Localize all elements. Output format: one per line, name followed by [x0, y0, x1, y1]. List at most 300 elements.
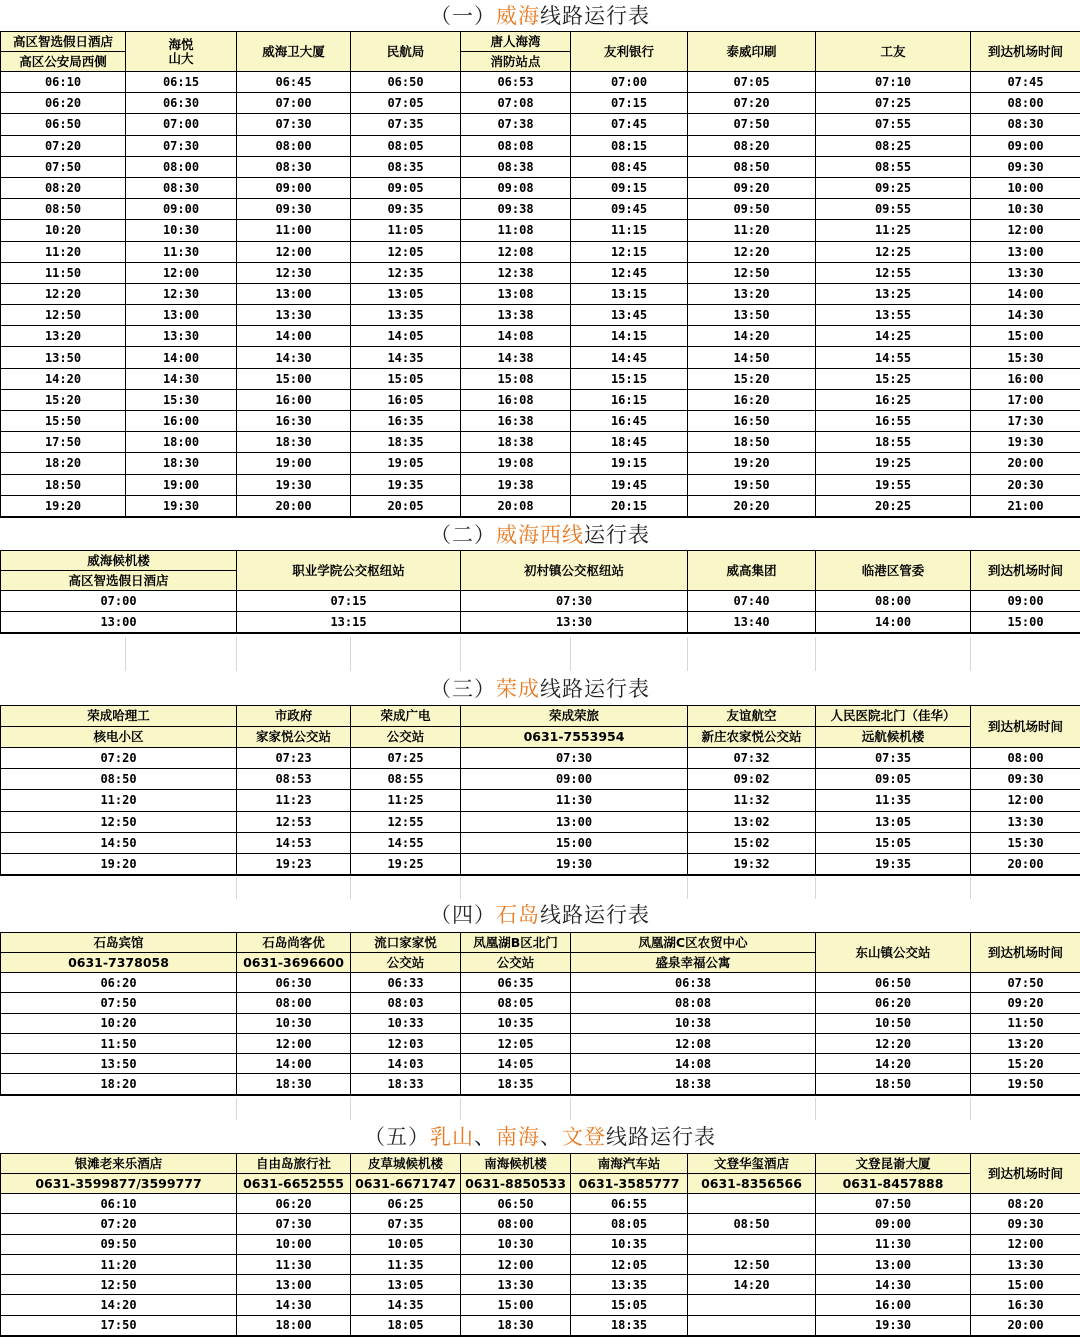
time-cell: 07:05 — [688, 72, 816, 93]
time-cell: 21:00 — [971, 495, 1080, 517]
time-cell: 14:35 — [351, 347, 461, 368]
time-cell: 11:20 — [1, 1254, 237, 1274]
time-cell: 20:00 — [971, 853, 1080, 875]
column-subheader: 核电小区 — [1, 727, 237, 748]
column-header: 友利银行 — [571, 32, 688, 72]
time-cell: 11:00 — [237, 220, 351, 241]
time-cell: 16:35 — [351, 411, 461, 432]
time-cell: 11:32 — [688, 790, 816, 811]
column-header: 凤凰湖B区北门 — [461, 933, 571, 953]
time-cell: 16:08 — [461, 389, 571, 410]
time-cell: 06:30 — [126, 93, 237, 114]
column-header: 流口家家悦 — [351, 933, 461, 953]
time-cell: 19:08 — [461, 453, 571, 474]
time-cell: 16:00 — [237, 389, 351, 410]
time-cell: 18:30 — [237, 1074, 351, 1095]
time-cell: 09:30 — [971, 1214, 1080, 1234]
time-cell: 08:20 — [688, 135, 816, 156]
time-cell: 14:45 — [571, 347, 688, 368]
time-cell: 09:02 — [688, 769, 816, 790]
time-cell: 08:50 — [1, 769, 237, 790]
time-cell: 19:32 — [688, 853, 816, 875]
time-cell: 19:00 — [237, 453, 351, 474]
column-header: 南海汽车站 — [571, 1154, 688, 1174]
time-cell: 19:35 — [816, 853, 971, 875]
time-cell: 08:45 — [571, 156, 688, 177]
column-subheader: 0631-3599877/3599777 — [1, 1174, 237, 1194]
time-cell: 15:00 — [971, 1275, 1080, 1295]
time-cell: 13:55 — [816, 305, 971, 326]
column-header: 唐人海湾 — [461, 32, 571, 52]
column-subheader: 0631-8850533 — [461, 1174, 571, 1194]
table-row — [1, 1275, 1080, 1295]
time-cell: 09:45 — [571, 199, 688, 220]
time-cell: 07:50 — [816, 1194, 971, 1214]
time-cell: 11:25 — [351, 790, 461, 811]
column-subheader: 高区公安局西侧 — [1, 52, 126, 72]
column-header: 临港区管委 — [816, 551, 971, 591]
column-header: 初村镇公交枢纽站 — [461, 551, 688, 591]
time-cell: 12:03 — [351, 1033, 461, 1053]
time-cell: 17:50 — [1, 432, 126, 453]
time-cell: 13:30 — [461, 1275, 571, 1295]
time-cell: 18:00 — [126, 432, 237, 453]
spacer-row — [0, 1098, 1080, 1120]
time-cell: 08:30 — [237, 156, 351, 177]
time-cell: 13:20 — [1, 326, 126, 347]
time-cell: 12:50 — [1, 1275, 237, 1295]
time-cell: 07:32 — [688, 748, 816, 769]
time-cell: 13:30 — [237, 305, 351, 326]
time-cell: 09:30 — [237, 199, 351, 220]
time-cell: 17:50 — [1, 1315, 237, 1336]
time-cell: 07:00 — [571, 72, 688, 93]
table-row — [1, 1234, 1080, 1254]
time-cell: 20:08 — [461, 495, 571, 517]
time-cell: 09:30 — [971, 769, 1080, 790]
time-cell: 16:50 — [688, 411, 816, 432]
table-row — [1, 326, 1080, 347]
time-cell: 07:25 — [816, 93, 971, 114]
time-cell: 13:30 — [971, 811, 1080, 832]
time-cell: 18:20 — [1, 1074, 237, 1095]
time-cell: 11:35 — [816, 790, 971, 811]
time-cell: 13:00 — [237, 1275, 351, 1295]
time-cell: 11:30 — [126, 241, 237, 262]
table-row — [1, 199, 1080, 220]
time-cell: 14:00 — [237, 1054, 351, 1074]
time-cell: 14:08 — [571, 1054, 816, 1074]
table-row — [1, 114, 1080, 135]
time-cell: 17:30 — [971, 411, 1080, 432]
time-cell: 09:08 — [461, 177, 571, 198]
time-cell: 07:25 — [351, 748, 461, 769]
time-cell: 13:00 — [461, 811, 688, 832]
time-cell: 20:15 — [571, 495, 688, 517]
table-row — [1, 411, 1080, 432]
time-cell: 14:30 — [971, 305, 1080, 326]
time-cell: 13:00 — [971, 241, 1080, 262]
time-cell: 11:50 — [1, 262, 126, 283]
time-cell: 07:35 — [816, 748, 971, 769]
time-cell: 13:05 — [816, 811, 971, 832]
time-cell: 09:00 — [971, 591, 1080, 612]
time-cell: 09:15 — [571, 177, 688, 198]
time-cell: 19:30 — [237, 474, 351, 495]
time-cell: 19:38 — [461, 474, 571, 495]
time-cell: 16:38 — [461, 411, 571, 432]
title-rongcheng: （三）荣成线路运行表 — [430, 677, 650, 701]
time-cell: 08:30 — [126, 177, 237, 198]
time-cell: 12:20 — [688, 241, 816, 262]
time-cell: 12:08 — [571, 1033, 816, 1053]
table-row — [1, 262, 1080, 283]
column-subheader: 0631-7378058 — [1, 953, 237, 973]
time-cell: 15:00 — [461, 832, 688, 853]
time-cell: 06:35 — [461, 973, 571, 993]
time-cell: 19:30 — [461, 853, 688, 875]
time-cell: 18:50 — [816, 1074, 971, 1095]
table-row — [1, 432, 1080, 453]
time-cell: 10:38 — [571, 1013, 816, 1033]
time-cell: 12:50 — [1, 305, 126, 326]
table-row — [1, 93, 1080, 114]
time-cell: 08:03 — [351, 993, 461, 1013]
weihai-schedule-table — [0, 31, 1080, 518]
time-cell: 18:50 — [688, 432, 816, 453]
time-cell: 14:20 — [816, 1054, 971, 1074]
table-row — [1, 1194, 1080, 1214]
time-cell: 19:05 — [351, 453, 461, 474]
time-cell: 09:00 — [126, 199, 237, 220]
time-cell: 19:23 — [237, 853, 351, 875]
time-cell: 08:00 — [237, 993, 351, 1013]
time-cell: 19:20 — [1, 495, 126, 517]
time-cell: 11:35 — [351, 1254, 461, 1274]
time-cell: 08:20 — [1, 177, 126, 198]
time-cell: 15:20 — [971, 1054, 1080, 1074]
time-cell: 14:03 — [351, 1054, 461, 1074]
time-cell: 13:00 — [126, 305, 237, 326]
time-cell: 12:00 — [971, 1234, 1080, 1254]
time-cell: 14:55 — [351, 832, 461, 853]
time-cell: 19:45 — [571, 474, 688, 495]
time-cell: 14:25 — [816, 326, 971, 347]
time-cell: 06:15 — [126, 72, 237, 93]
spacer-row — [0, 877, 1080, 899]
column-subheader: 新庄农家悦公交站 — [688, 727, 816, 748]
time-cell: 07:30 — [461, 748, 688, 769]
time-cell: 06:55 — [571, 1194, 688, 1214]
time-cell: 08:50 — [688, 1214, 816, 1234]
time-cell: 08:55 — [816, 156, 971, 177]
table-row — [1, 1214, 1080, 1234]
table-row — [1, 283, 1080, 304]
time-cell: 14:05 — [461, 1054, 571, 1074]
time-cell: 10:05 — [351, 1234, 461, 1254]
time-cell: 06:25 — [351, 1194, 461, 1214]
time-cell: 07:30 — [237, 114, 351, 135]
time-cell: 07:08 — [461, 93, 571, 114]
time-cell: 16:00 — [816, 1295, 971, 1315]
column-header: 工友 — [816, 32, 971, 72]
time-cell: 13:50 — [1, 347, 126, 368]
time-cell: 13:20 — [971, 1033, 1080, 1053]
time-cell — [688, 1295, 816, 1315]
time-cell: 10:35 — [571, 1234, 688, 1254]
time-cell: 16:15 — [571, 389, 688, 410]
time-cell: 11:30 — [816, 1234, 971, 1254]
column-header: 荣成哈理工 — [1, 706, 237, 727]
time-cell: 20:00 — [971, 453, 1080, 474]
time-cell: 12:50 — [688, 1254, 816, 1274]
time-cell: 13:00 — [237, 283, 351, 304]
time-cell: 15:30 — [126, 389, 237, 410]
time-cell: 16:00 — [971, 368, 1080, 389]
time-cell: 06:50 — [351, 72, 461, 93]
time-cell: 07:50 — [971, 973, 1080, 993]
time-cell: 09:50 — [1, 1234, 237, 1254]
time-cell: 13:15 — [571, 283, 688, 304]
table-row — [1, 1254, 1080, 1274]
column-subheader: 0631-7553954 — [461, 727, 688, 748]
time-cell: 12:20 — [1, 283, 126, 304]
time-cell: 16:55 — [816, 411, 971, 432]
time-cell: 10:00 — [971, 177, 1080, 198]
time-cell: 15:50 — [1, 411, 126, 432]
column-header: 到达机场时间 — [971, 706, 1080, 748]
time-cell: 12:15 — [571, 241, 688, 262]
time-cell: 08:15 — [571, 135, 688, 156]
time-cell: 07:10 — [816, 72, 971, 93]
time-cell: 13:15 — [237, 612, 461, 634]
time-cell: 12:05 — [461, 1033, 571, 1053]
column-subheader: 0631-8457888 — [816, 1174, 971, 1194]
time-cell: 13:00 — [816, 1254, 971, 1274]
column-subheader: 消防站点 — [461, 52, 571, 72]
time-cell: 14:20 — [1, 368, 126, 389]
column-subheader: 公交站 — [461, 953, 571, 973]
time-cell: 19:50 — [688, 474, 816, 495]
time-cell: 07:50 — [1, 993, 237, 1013]
time-cell: 13:50 — [688, 305, 816, 326]
time-cell: 07:45 — [571, 114, 688, 135]
time-cell: 06:50 — [461, 1194, 571, 1214]
time-cell: 13:45 — [571, 305, 688, 326]
time-cell: 13:02 — [688, 811, 816, 832]
time-cell: 10:20 — [1, 220, 126, 241]
time-cell: 15:20 — [1, 389, 126, 410]
time-cell: 20:00 — [971, 1315, 1080, 1336]
time-cell: 12:00 — [971, 790, 1080, 811]
table-row — [1, 72, 1080, 93]
time-cell: 20:25 — [816, 495, 971, 517]
column-header: 皮草城候机楼 — [351, 1154, 461, 1174]
time-cell: 20:20 — [688, 495, 816, 517]
time-cell: 19:55 — [816, 474, 971, 495]
time-cell: 19:50 — [971, 1074, 1080, 1095]
table-row — [1, 453, 1080, 474]
time-cell: 07:00 — [126, 114, 237, 135]
time-cell: 12:20 — [816, 1033, 971, 1053]
table-row — [1, 1054, 1080, 1074]
column-subheader: 公交站 — [351, 953, 461, 973]
time-cell: 14:15 — [571, 326, 688, 347]
time-cell: 15:05 — [816, 832, 971, 853]
time-cell: 18:35 — [461, 1074, 571, 1095]
time-cell: 12:08 — [461, 241, 571, 262]
time-cell: 18:30 — [461, 1315, 571, 1336]
time-cell: 11:15 — [571, 220, 688, 241]
time-cell: 14:35 — [351, 1295, 461, 1315]
shidao-schedule-table — [0, 932, 1080, 1096]
time-cell: 08:00 — [816, 591, 971, 612]
time-cell: 20:05 — [351, 495, 461, 517]
column-subheader: 盛泉幸福公寓 — [571, 953, 816, 973]
time-cell: 12:05 — [351, 241, 461, 262]
spacer-row — [0, 637, 1080, 671]
time-cell: 14:50 — [688, 347, 816, 368]
time-cell: 08:00 — [971, 748, 1080, 769]
time-cell: 06:45 — [237, 72, 351, 93]
column-subheader: 家家悦公交站 — [237, 727, 351, 748]
time-cell: 08:25 — [816, 135, 971, 156]
time-cell: 15:25 — [816, 368, 971, 389]
table-row — [1, 135, 1080, 156]
time-cell: 10:30 — [971, 199, 1080, 220]
column-subheader: 高区智选假日酒店 — [1, 571, 237, 591]
time-cell: 10:30 — [237, 1013, 351, 1033]
time-cell: 19:00 — [126, 474, 237, 495]
table-row — [1, 1074, 1080, 1095]
time-cell: 14:30 — [237, 1295, 351, 1315]
column-subheader: 0631-6671747 — [351, 1174, 461, 1194]
time-cell: 07:15 — [571, 93, 688, 114]
time-cell: 10:30 — [461, 1234, 571, 1254]
time-cell: 08:05 — [351, 135, 461, 156]
time-cell: 19:25 — [351, 853, 461, 875]
time-cell: 07:55 — [816, 114, 971, 135]
time-cell: 15:00 — [971, 612, 1080, 634]
time-cell: 13:05 — [351, 1275, 461, 1295]
time-cell: 06:20 — [237, 1194, 351, 1214]
time-cell: 14:00 — [971, 283, 1080, 304]
time-cell: 06:50 — [1, 114, 126, 135]
time-cell: 09:00 — [971, 135, 1080, 156]
column-header: 威高集团 — [688, 551, 816, 591]
time-cell: 18:55 — [816, 432, 971, 453]
time-cell: 12:55 — [816, 262, 971, 283]
time-cell: 07:50 — [688, 114, 816, 135]
time-cell: 08:20 — [971, 1194, 1080, 1214]
time-cell: 16:30 — [971, 1295, 1080, 1315]
time-cell: 09:00 — [237, 177, 351, 198]
time-cell: 12:50 — [1, 811, 237, 832]
time-cell: 07:00 — [237, 93, 351, 114]
table-row — [1, 612, 1080, 634]
column-header: 民航局 — [351, 32, 461, 72]
time-cell: 18:33 — [351, 1074, 461, 1095]
time-cell: 15:15 — [571, 368, 688, 389]
time-cell: 10:50 — [816, 1013, 971, 1033]
column-header: 人民医院北门（佳华） — [816, 706, 971, 727]
time-cell: 13:05 — [351, 283, 461, 304]
time-cell: 08:05 — [571, 1214, 688, 1234]
time-cell: 13:08 — [461, 283, 571, 304]
time-cell: 18:00 — [237, 1315, 351, 1336]
time-cell: 19:30 — [126, 495, 237, 517]
time-cell — [688, 1194, 816, 1214]
time-cell: 06:33 — [351, 973, 461, 993]
column-header: 自由岛旅行社 — [237, 1154, 351, 1174]
column-header: 友谊航空 — [688, 706, 816, 727]
time-cell: 15:00 — [461, 1295, 571, 1315]
table-row — [1, 305, 1080, 326]
time-cell: 14:05 — [351, 326, 461, 347]
time-cell: 11:25 — [816, 220, 971, 241]
time-cell: 09:25 — [816, 177, 971, 198]
time-cell: 14:30 — [237, 347, 351, 368]
time-cell: 20:00 — [237, 495, 351, 517]
column-header: 泰威印刷 — [688, 32, 816, 72]
time-cell: 06:53 — [461, 72, 571, 93]
column-subheader: 0631-8356566 — [688, 1174, 816, 1194]
time-cell: 07:50 — [1, 156, 126, 177]
time-cell: 06:38 — [571, 973, 816, 993]
time-cell: 13:50 — [1, 1054, 237, 1074]
time-cell: 06:30 — [237, 973, 351, 993]
time-cell: 07:20 — [1, 1214, 237, 1234]
time-cell: 09:55 — [816, 199, 971, 220]
time-cell: 11:05 — [351, 220, 461, 241]
table-row — [1, 993, 1080, 1013]
time-cell: 12:45 — [571, 262, 688, 283]
table-row — [1, 1033, 1080, 1053]
time-cell: 09:50 — [688, 199, 816, 220]
table-row — [1, 1013, 1080, 1033]
time-cell: 09:00 — [461, 769, 688, 790]
time-cell: 11:30 — [237, 1254, 351, 1274]
time-cell: 12:00 — [237, 241, 351, 262]
time-cell: 06:10 — [1, 1194, 237, 1214]
time-cell: 09:35 — [351, 199, 461, 220]
time-cell: 07:00 — [1, 591, 237, 612]
time-cell: 14:00 — [126, 347, 237, 368]
column-header: 海悦 山大 — [126, 32, 237, 72]
column-subheader: 公交站 — [351, 727, 461, 748]
time-cell: 19:15 — [571, 453, 688, 474]
time-cell: 09:38 — [461, 199, 571, 220]
time-cell: 13:25 — [816, 283, 971, 304]
column-header: 到达机场时间 — [971, 551, 1080, 591]
time-cell: 11:08 — [461, 220, 571, 241]
column-header: 石岛尚客优 — [237, 933, 351, 953]
time-cell: 13:30 — [461, 612, 688, 634]
time-cell: 18:38 — [571, 1074, 816, 1095]
time-cell: 08:53 — [237, 769, 351, 790]
time-cell: 12:35 — [351, 262, 461, 283]
time-cell: 13:40 — [688, 612, 816, 634]
table-row — [1, 241, 1080, 262]
time-cell: 16:25 — [816, 389, 971, 410]
time-cell: 16:30 — [237, 411, 351, 432]
time-cell: 08:08 — [571, 993, 816, 1013]
time-cell: 07:30 — [126, 135, 237, 156]
time-cell: 14:00 — [816, 612, 971, 634]
time-cell: 13:20 — [688, 283, 816, 304]
time-cell: 18:35 — [571, 1315, 688, 1336]
time-cell: 13:30 — [971, 262, 1080, 283]
